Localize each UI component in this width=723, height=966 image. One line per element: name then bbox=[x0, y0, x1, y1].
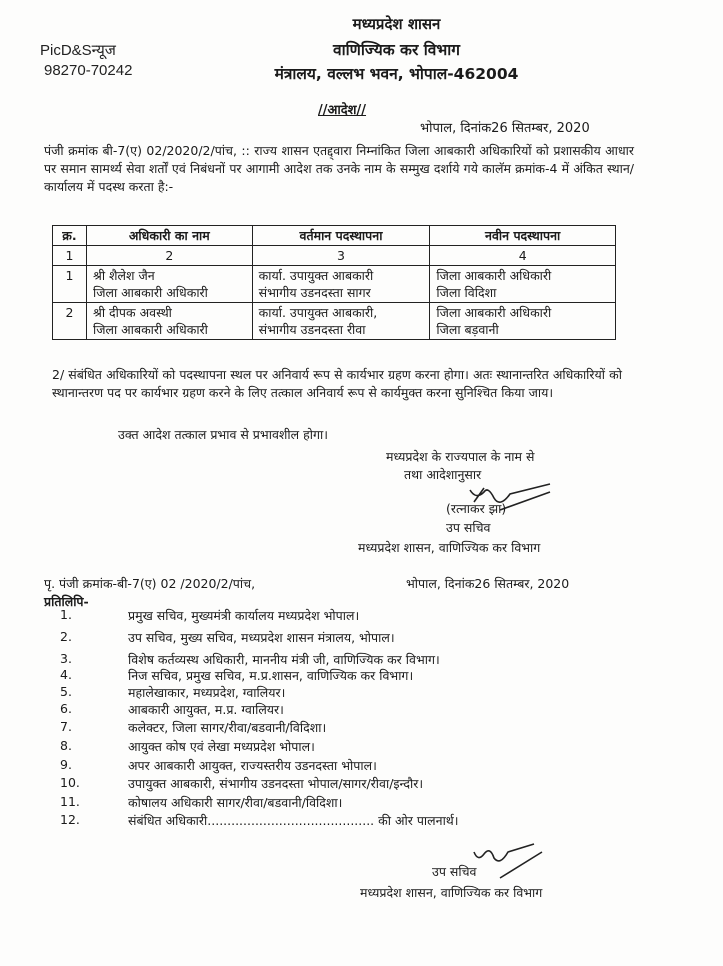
th-sno: क्र. bbox=[53, 226, 87, 246]
colnum-4: 4 bbox=[430, 246, 616, 266]
list-item-text: आबकारी आयुक्त, म.प्र. ग्वालियर। bbox=[128, 702, 284, 717]
row2-new-l1: जिला आबकारी अधिकारी bbox=[436, 305, 552, 320]
paragraph-3: उक्त आदेश तत्काल प्रभाव से प्रभावशील होगा। bbox=[118, 427, 328, 442]
list-item-text: अपर आबकारी आयुक्त, राज्यस्तरीय उडनदस्ता भोपाल। bbox=[128, 758, 377, 773]
row1-current-l2: संभागीय उडनदस्ता सागर bbox=[258, 285, 371, 300]
list-item-number: 8. bbox=[60, 738, 72, 753]
authority-line1: मध्यप्रदेश के राज्यपाल के नाम से bbox=[386, 449, 535, 464]
list-item-number: 12. bbox=[60, 812, 80, 827]
row2-current bbox=[252, 303, 430, 340]
row1-name bbox=[86, 266, 252, 303]
list-item-text: कलेक्टर, जिला सागर/रीवा/बडवानी/विदिशा। bbox=[128, 720, 327, 735]
colnum-3: 3 bbox=[252, 246, 430, 266]
list-item-text: संबंधित अधिकारी.......................................... की ओर पालनार्थ। bbox=[128, 813, 459, 828]
list-item-number: 1. bbox=[60, 607, 72, 622]
table-row bbox=[53, 303, 616, 340]
row2-new bbox=[430, 303, 616, 340]
intro-paragraph: पंजी क्रमांक बी-7(ए) 02/2020/2/पांच, :: राज्य शासन एतद्द्वारा निम्नांकित जिला आबकारी अधिकारियों को प्रशासकीय आधार पर समान सामर्थ्य सेवा शर्तों एवं निबंधनों पर आगामी आदेश तक उनके नाम के सम्मुख दर्शाये गये कालॅम क्रमांक-4 में अंकित स्थान/कार्यालय में पदस्थ करता है:- bbox=[44, 143, 634, 194]
list-item bbox=[52, 812, 612, 834]
signatory-dept: मध्यप्रदेश शासन, वाणिज्यिक कर विभाग bbox=[358, 540, 541, 555]
list-item-number: 11. bbox=[60, 794, 80, 809]
list-item-text: कोषालय अधिकारी सागर/रीवा/बडवानी/विदिशा। bbox=[128, 795, 343, 810]
copy-reference: पृ. पंजी क्रमांक-बी-7(ए) 02 /2020/2/पांच, bbox=[44, 576, 256, 591]
row1-name-l1: श्री शैलेश जैन bbox=[92, 268, 155, 283]
row2-name bbox=[86, 303, 252, 340]
posting-table bbox=[52, 225, 616, 340]
row2-name-l2: जिला आबकारी अधिकारी bbox=[92, 322, 208, 337]
list-item bbox=[52, 607, 612, 629]
header-address: मंत्रालय, वल्लभ भवन, भोपाल-462004 bbox=[274, 65, 519, 83]
list-item-number: 9. bbox=[60, 757, 72, 772]
list-item-text: महालेखाकार, मध्यप्रदेश, ग्वालियर। bbox=[128, 685, 286, 700]
signatory-designation: उप सचिव bbox=[446, 520, 491, 535]
list-item-number: 4. bbox=[60, 667, 72, 682]
row1-new-l2: जिला विदिशा bbox=[436, 285, 497, 300]
row1-new-l1: जिला आबकारी अधिकारी bbox=[436, 268, 552, 283]
list-item-number: 10. bbox=[60, 775, 80, 790]
watermark-name: PicD&Sन्यूज bbox=[40, 42, 116, 59]
list-item-text: आयुक्त कोष एवं लेखा मध्यप्रदेश भोपाल। bbox=[128, 739, 315, 754]
list-item bbox=[52, 629, 612, 651]
signatory-name: (रत्नाकर झा) bbox=[446, 501, 507, 516]
list-item-text: प्रमुख सचिव, मुख्यमंत्री कार्यालय मध्यप्रदेश भोपाल। bbox=[128, 608, 360, 623]
row1-current bbox=[252, 266, 430, 303]
list-item-number: 5. bbox=[60, 684, 72, 699]
watermark-phone: 98270-70242 bbox=[44, 62, 133, 79]
colnum-1: 1 bbox=[53, 246, 87, 266]
header-department: वाणिज्यिक कर विभाग bbox=[333, 41, 460, 59]
row2-current-l2: संभागीय उडनदस्ता रीवा bbox=[258, 322, 366, 337]
list-item-text: उप सचिव, मुख्य सचिव, मध्यप्रदेश शासन मंत्रालय, भोपाल। bbox=[128, 630, 395, 645]
table-row bbox=[53, 266, 616, 303]
row2-name-l1: श्री दीपक अवस्थी bbox=[92, 305, 172, 320]
th-current-posting: वर्तमान पदस्थापना bbox=[252, 226, 430, 246]
list-item-text: निज सचिव, प्रमुख सचिव, म.प्र.शासन, वाणिज्यिक कर विभाग। bbox=[128, 668, 414, 683]
table-header-row bbox=[53, 226, 616, 246]
authority-line2: तथा आदेशानुसार bbox=[404, 467, 482, 482]
list-item-text: उपायुक्त आबकारी, संभागीय उडनदस्ता भोपाल/सागर/रीवा/इन्दौर। bbox=[128, 776, 424, 791]
list-item-number: 7. bbox=[60, 719, 72, 734]
row1-current-l1: कार्या. उपायुक्त आबकारी bbox=[258, 268, 374, 283]
row1-new bbox=[430, 266, 616, 303]
footer-designation: उप सचिव bbox=[432, 864, 477, 879]
table-colnum-row bbox=[53, 246, 616, 266]
row1-name-l2: जिला आबकारी अधिकारी bbox=[92, 285, 208, 300]
row2-current-l1: कार्या. उपायुक्त आबकारी, bbox=[258, 305, 378, 320]
paragraph-2: 2/ संबंधित अधिकारियों को पदस्थापना स्थल पर अनिवार्य रूप से कार्यभार ग्रहण करना होगा। अतः स्थानान्तरित अधिकारियों को स्थानान्तरण पद पर कार्यभार ग्रहण करने के लिए तत्काल अनिवार्य रूप से कार्यमुक्त करना सुनिश्चित किया जाय। bbox=[52, 367, 622, 400]
row1-sno: 1 bbox=[53, 266, 87, 303]
list-item-number: 2. bbox=[60, 629, 72, 644]
order-date: भोपाल, दिनांक26 सितम्बर, 2020 bbox=[420, 121, 590, 136]
list-item-number: 3. bbox=[60, 651, 72, 666]
header-government: मध्यप्रदेश शासन bbox=[352, 15, 441, 33]
list-item-text: विशेष कर्तव्यस्थ अधिकारी, माननीय मंत्री जी, वाणिज्यिक कर विभाग। bbox=[128, 652, 440, 667]
copy-date: भोपाल, दिनांक26 सितम्बर, 2020 bbox=[406, 576, 570, 591]
row2-new-l2: जिला बड़वानी bbox=[436, 322, 499, 337]
copy-label: प्रतिलिपि- bbox=[44, 594, 89, 609]
th-new-posting: नवीन पदस्थापना bbox=[430, 226, 616, 246]
row2-sno: 2 bbox=[53, 303, 87, 340]
list-item-number: 6. bbox=[60, 701, 72, 716]
order-title: //आदेश// bbox=[318, 103, 367, 118]
th-officer-name: अधिकारी का नाम bbox=[86, 226, 252, 246]
colnum-2: 2 bbox=[86, 246, 252, 266]
footer-dept: मध्यप्रदेश शासन, वाणिज्यिक कर विभाग bbox=[360, 885, 543, 900]
